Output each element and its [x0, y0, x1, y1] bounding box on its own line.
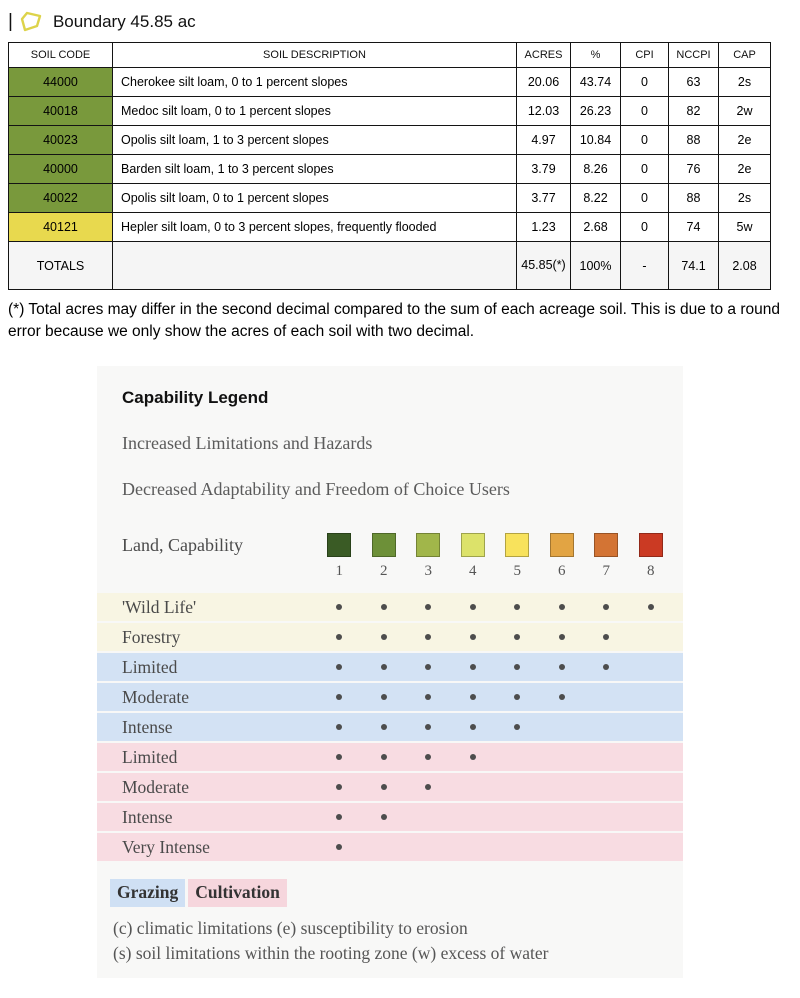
- legend-matrix-row: [97, 683, 683, 713]
- dot-cell: [540, 604, 585, 610]
- capability-dot: [381, 754, 387, 760]
- matrix-row-label: Limited: [122, 746, 178, 767]
- header-divider: |: [8, 10, 13, 32]
- matrix-row-label: Limited: [122, 656, 178, 677]
- acres-cell: 12.03: [517, 97, 571, 126]
- totals-label-cell: TOTALS: [9, 242, 113, 290]
- capability-dot: [603, 664, 609, 670]
- acres-cell: 20.06: [517, 68, 571, 97]
- cpi-cell: 0: [621, 155, 669, 184]
- cpi-cell: 0: [621, 184, 669, 213]
- capability-dot: [336, 664, 342, 670]
- dot-cell: [406, 694, 451, 700]
- dot-cell: [495, 604, 540, 610]
- soil-description-cell: Opolis silt loam, 0 to 1 percent slopes: [113, 184, 517, 213]
- capability-dot: [470, 604, 476, 610]
- column-header: %: [571, 43, 621, 68]
- totals-acres-cell: 45.85(*): [517, 242, 571, 290]
- legend-matrix-row: [97, 653, 683, 683]
- dot-cell: [406, 724, 451, 730]
- capability-dot: [381, 724, 387, 730]
- cpi-cell: 0: [621, 213, 669, 242]
- table-row: [9, 126, 771, 155]
- capability-dot: [381, 664, 387, 670]
- legend-footnote-2: (s) soil limitations within the rooting zone (w) excess of water: [113, 943, 549, 964]
- legend-title: Capability Legend: [122, 388, 269, 408]
- dot-cell: [362, 634, 407, 640]
- dot-cell: [362, 814, 407, 820]
- capability-dot: [470, 634, 476, 640]
- dot-cell: [540, 634, 585, 640]
- capability-dot: [470, 754, 476, 760]
- capability-dot: [514, 694, 520, 700]
- nccpi-cell: 76: [669, 155, 719, 184]
- capability-dot: [381, 604, 387, 610]
- nccpi-cell: 88: [669, 126, 719, 155]
- percent-cell: 10.84: [571, 126, 621, 155]
- dot-cell: [362, 604, 407, 610]
- capability-dot: [336, 694, 342, 700]
- capability-dot: [559, 694, 565, 700]
- capability-dot: [514, 724, 520, 730]
- capability-dot: [470, 694, 476, 700]
- matrix-row-label: Moderate: [122, 686, 190, 707]
- table-row: [9, 155, 771, 184]
- column-header: ACRES: [517, 43, 571, 68]
- totals-cap-cell: 2.08: [719, 242, 771, 290]
- totals-description-cell: [113, 242, 517, 290]
- capability-dot: [559, 664, 565, 670]
- table-row: [9, 184, 771, 213]
- capability-dot: [559, 634, 565, 640]
- dot-cell: [362, 784, 407, 790]
- capability-dot: [603, 604, 609, 610]
- matrix-row-label: 'Wild Life': [122, 596, 197, 617]
- dot-cell: [495, 694, 540, 700]
- capability-scale-numbers: [97, 563, 683, 580]
- capability-class-swatch: [372, 533, 396, 557]
- soil-table-header-row: [9, 43, 771, 68]
- matrix-row-grid: [97, 653, 683, 681]
- capability-dot: [514, 634, 520, 640]
- acres-cell: 3.77: [517, 184, 571, 213]
- legend-matrix-row: [97, 743, 683, 773]
- dot-cell: [317, 844, 362, 850]
- dot-cell: [317, 784, 362, 790]
- percent-cell: 2.68: [571, 213, 621, 242]
- soil-description-cell: Cherokee silt loam, 0 to 1 percent slopes: [113, 68, 517, 97]
- dot-cell: [406, 784, 451, 790]
- dot-cell: [451, 604, 496, 610]
- totals-cpi-cell: -: [621, 242, 669, 290]
- soil-code-cell: 40022: [9, 184, 113, 213]
- scale-label: Land, Capability: [122, 534, 243, 555]
- legend-footnote-1: (c) climatic limitations (e) susceptibility to erosion: [113, 918, 468, 939]
- cap-cell: 2e: [719, 126, 771, 155]
- legend-subtitle-1: Increased Limitations and Hazards: [122, 433, 373, 454]
- nccpi-cell: 63: [669, 68, 719, 97]
- soil-table: [8, 42, 771, 290]
- dot-cell: [317, 724, 362, 730]
- soil-code-cell: 40018: [9, 97, 113, 126]
- matrix-row-label: Forestry: [122, 626, 181, 647]
- capability-class-swatch: [550, 533, 574, 557]
- capability-dot: [336, 814, 342, 820]
- capability-class-swatch: [327, 533, 351, 557]
- column-header: SOIL CODE: [9, 43, 113, 68]
- soil-code-cell: 44000: [9, 68, 113, 97]
- capability-dot: [648, 604, 654, 610]
- dot-cell: [317, 754, 362, 760]
- dot-cell: [406, 634, 451, 640]
- dot-cell: [317, 814, 362, 820]
- dot-cell: [362, 694, 407, 700]
- dot-cell: [317, 634, 362, 640]
- dot-cell: [406, 604, 451, 610]
- legend-matrix-row: [97, 833, 683, 863]
- totals-nccpi-cell: 74.1: [669, 242, 719, 290]
- dot-cell: [362, 754, 407, 760]
- table-row: [9, 68, 771, 97]
- matrix-row-grid: [97, 593, 683, 621]
- soil-code-cell: 40000: [9, 155, 113, 184]
- capability-dot: [425, 634, 431, 640]
- capability-dot: [336, 724, 342, 730]
- column-header: CPI: [621, 43, 669, 68]
- capability-class-swatch: [416, 533, 440, 557]
- dot-cell: [451, 724, 496, 730]
- legend-subtitle-2: Decreased Adaptability and Freedom of Choice Users: [122, 479, 510, 500]
- dot-cell: [406, 664, 451, 670]
- capability-scale-row: [97, 533, 683, 557]
- soil-code-cell: 40121: [9, 213, 113, 242]
- capability-dot: [381, 694, 387, 700]
- capability-dot: [559, 604, 565, 610]
- matrix-row-label: Intense: [122, 806, 173, 827]
- capability-class-swatch: [505, 533, 529, 557]
- dot-cell: [317, 664, 362, 670]
- capability-matrix: [97, 593, 683, 863]
- cap-cell: 2w: [719, 97, 771, 126]
- matrix-row-grid: [97, 743, 683, 771]
- capability-class-swatch: [594, 533, 618, 557]
- capability-dot: [603, 634, 609, 640]
- dot-cell: [451, 694, 496, 700]
- capability-dot: [470, 724, 476, 730]
- nccpi-cell: 74: [669, 213, 719, 242]
- column-header: SOIL DESCRIPTION: [113, 43, 517, 68]
- capability-dot: [425, 754, 431, 760]
- percent-cell: 26.23: [571, 97, 621, 126]
- cap-cell: 5w: [719, 213, 771, 242]
- percent-cell: 43.74: [571, 68, 621, 97]
- soil-description-cell: Medoc silt loam, 0 to 1 percent slopes: [113, 97, 517, 126]
- capability-dot: [425, 724, 431, 730]
- totals-footnote: (*) Total acres may differ in the second decimal compared to the sum of each acreage soil. This is due to a round error because we only show the acres of each soil with two decimal.: [8, 301, 780, 340]
- legend-matrix-row: [97, 623, 683, 653]
- legend-matrix-row: [97, 773, 683, 803]
- capability-class-number: 5: [513, 563, 521, 580]
- capability-class-swatch: [639, 533, 663, 557]
- cap-cell: 2e: [719, 155, 771, 184]
- boundary-polygon-icon: [18, 10, 44, 33]
- capability-class-number: 6: [558, 563, 566, 580]
- capability-dot: [381, 814, 387, 820]
- legend-matrix-row: [97, 803, 683, 833]
- cultivation-badge: Cultivation: [188, 879, 287, 907]
- capability-dot: [425, 784, 431, 790]
- soil-description-cell: Hepler silt loam, 0 to 3 percent slopes, frequently flooded: [113, 213, 517, 242]
- capability-dot: [336, 784, 342, 790]
- capability-dot: [425, 604, 431, 610]
- dot-cell: [495, 724, 540, 730]
- dot-cell: [317, 694, 362, 700]
- cap-cell: 2s: [719, 184, 771, 213]
- table-row: [9, 97, 771, 126]
- capability-class-swatch: [461, 533, 485, 557]
- capability-dot: [470, 664, 476, 670]
- dot-cell: [406, 754, 451, 760]
- capability-dot: [425, 664, 431, 670]
- totals-percent-cell: 100%: [571, 242, 621, 290]
- soil-description-cell: Barden silt loam, 1 to 3 percent slopes: [113, 155, 517, 184]
- capability-dot: [514, 664, 520, 670]
- dot-cell: [629, 604, 674, 610]
- legend-matrix-row: [97, 593, 683, 623]
- totals-row: [9, 242, 771, 290]
- column-header: NCCPI: [669, 43, 719, 68]
- soil-code-cell: 40023: [9, 126, 113, 155]
- percent-cell: 8.22: [571, 184, 621, 213]
- soil-description-cell: Opolis silt loam, 1 to 3 percent slopes: [113, 126, 517, 155]
- boundary-title: Boundary 45.85 ac: [52, 11, 196, 31]
- boundary-header: [0, 0, 800, 33]
- capability-dot: [425, 694, 431, 700]
- matrix-row-grid: [97, 803, 683, 831]
- dot-cell: [540, 694, 585, 700]
- dot-cell: [584, 604, 629, 610]
- dot-cell: [362, 664, 407, 670]
- matrix-row-label: Intense: [122, 716, 173, 737]
- dot-cell: [584, 634, 629, 640]
- nccpi-cell: 88: [669, 184, 719, 213]
- capability-dot: [336, 844, 342, 850]
- cpi-cell: 0: [621, 126, 669, 155]
- acres-cell: 3.79: [517, 155, 571, 184]
- acres-cell: 1.23: [517, 213, 571, 242]
- matrix-row-grid: [97, 683, 683, 711]
- grazing-badge: Grazing: [110, 879, 185, 907]
- dot-cell: [451, 664, 496, 670]
- capability-class-number: 3: [424, 563, 432, 580]
- dot-cell: [495, 634, 540, 640]
- matrix-row-grid: [97, 713, 683, 741]
- acres-cell: 4.97: [517, 126, 571, 155]
- matrix-row-grid: [97, 773, 683, 801]
- dot-cell: [495, 664, 540, 670]
- dot-cell: [584, 664, 629, 670]
- cpi-cell: 0: [621, 68, 669, 97]
- table-row: [9, 213, 771, 242]
- legend-matrix-row: [97, 713, 683, 743]
- column-header: CAP: [719, 43, 771, 68]
- capability-class-number: 4: [469, 563, 477, 580]
- cap-cell: 2s: [719, 68, 771, 97]
- dot-cell: [451, 634, 496, 640]
- matrix-row-grid: [97, 833, 683, 861]
- capability-dot: [514, 604, 520, 610]
- nccpi-cell: 82: [669, 97, 719, 126]
- matrix-row-label: Very Intense: [122, 836, 210, 857]
- capability-legend-panel: [97, 366, 683, 978]
- capability-dot: [336, 634, 342, 640]
- dot-cell: [362, 724, 407, 730]
- capability-dot: [381, 784, 387, 790]
- capability-class-number: 2: [380, 563, 388, 580]
- capability-dot: [336, 754, 342, 760]
- legend-badges: [110, 879, 683, 907]
- cpi-cell: 0: [621, 97, 669, 126]
- capability-dot: [381, 634, 387, 640]
- dot-cell: [451, 754, 496, 760]
- dot-cell: [540, 664, 585, 670]
- dot-cell: [317, 604, 362, 610]
- capability-dot: [336, 604, 342, 610]
- matrix-row-grid: [97, 623, 683, 651]
- matrix-row-label: Moderate: [122, 776, 190, 797]
- capability-class-number: 7: [602, 563, 610, 580]
- percent-cell: 8.26: [571, 155, 621, 184]
- capability-class-number: 8: [647, 563, 655, 580]
- capability-class-number: 1: [335, 563, 343, 580]
